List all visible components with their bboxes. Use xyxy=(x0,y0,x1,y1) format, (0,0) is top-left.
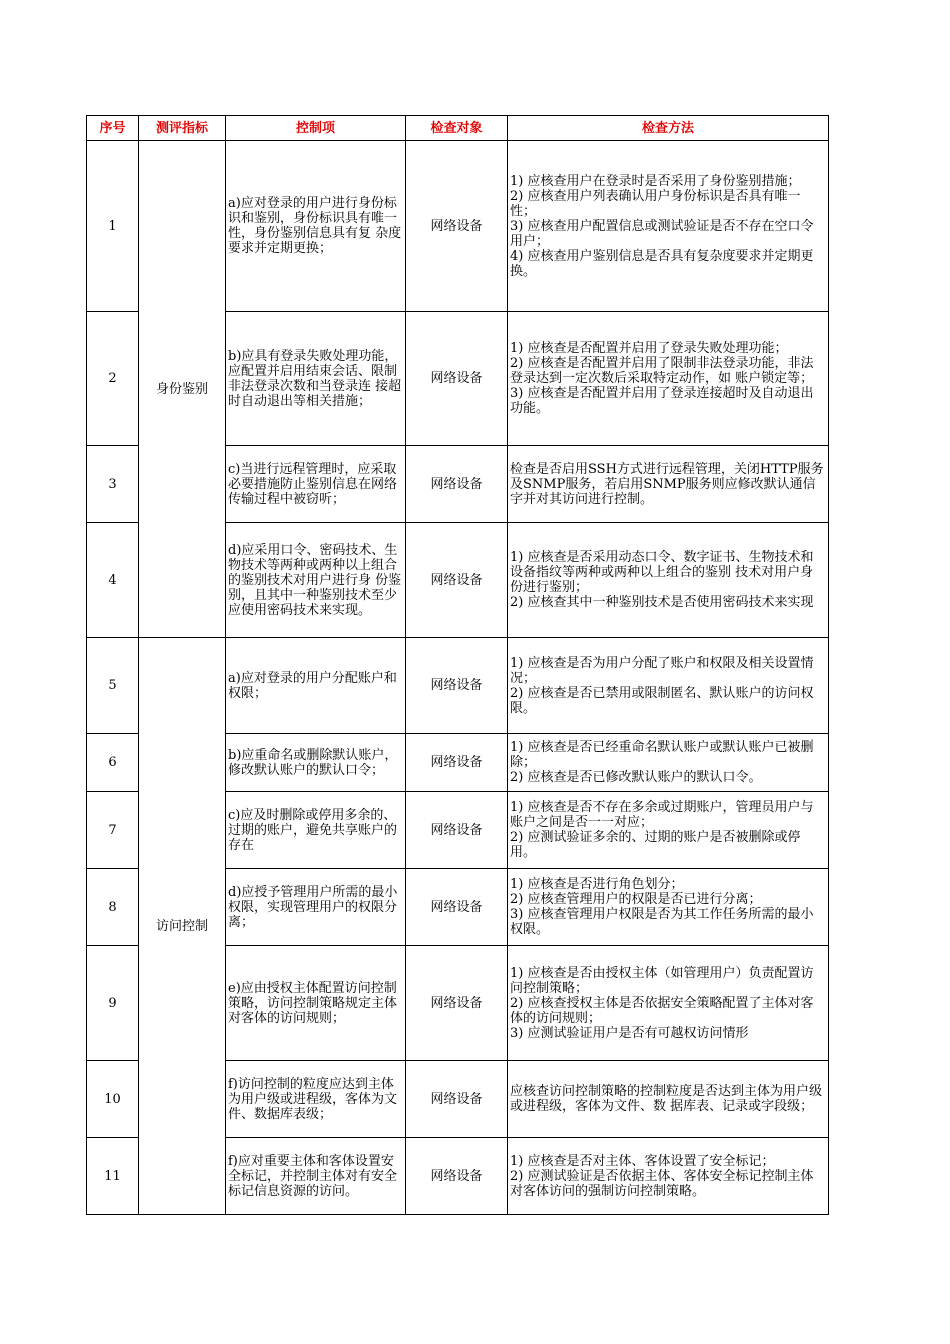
control-item: d)应采用口令、密码技术、生物技术等两种或两种以上组合的鉴别技术对用户进行身 份鉴别，且其中一种鉴别技术至少应使用密码技术来实现。 xyxy=(226,523,406,638)
table-row xyxy=(87,638,829,734)
check-object: 网络设备 xyxy=(406,312,508,446)
header-method: 检查方法 xyxy=(508,116,829,141)
check-object: 网络设备 xyxy=(406,638,508,734)
control-item: c)应及时删除或停用多余的、过期的账户，避免共享账户的存在 xyxy=(226,792,406,869)
evaluation-table xyxy=(86,115,829,1215)
check-method: 1) 应核查是否采用动态口令、数字证书、生物技术和设备指纹等两种或两种以上组合的鉴别 技术对用户身份进行鉴别； 2) 应核查其中一种鉴别技术是否使用密码技术来实现 xyxy=(508,523,829,638)
row-number: 4 xyxy=(87,523,139,638)
check-object: 网络设备 xyxy=(406,1061,508,1138)
check-method: 1) 应核查是否进行角色划分； 2) 应核查管理用户的权限是否已进行分离； 3) 应核查管理用户权限是否为其工作任务所需的最小权限。 xyxy=(508,869,829,946)
check-method: 1) 应核查是否由授权主体（如管理用户）负责配置访问控制策略； 2) 应核查授权主体是否依据安全策略配置了主体对客体的访问规则； 3) 应测试验证用户是否有可越权访问情形 xyxy=(508,946,829,1061)
check-method: 1) 应核查是否为用户分配了账户和权限及相关设置情况； 2) 应核查是否已禁用或限制匿名、默认账户的访问权限。 xyxy=(508,638,829,734)
row-number: 7 xyxy=(87,792,139,869)
row-number: 2 xyxy=(87,312,139,446)
header-serial: 序号 xyxy=(87,116,139,141)
control-item: f)访问控制的粒度应达到主体为用户级或进程级，客体为文件、数据库表级； xyxy=(226,1061,406,1138)
header-object: 检查对象 xyxy=(406,116,508,141)
header-indicator: 测评指标 xyxy=(139,116,226,141)
check-method: 应核查访问控制策略的控制粒度是否达到主体为用户级或进程级，客体为文件、数 据库表、记录或字段级； xyxy=(508,1061,829,1138)
row-number: 1 xyxy=(87,141,139,312)
header-row xyxy=(87,116,829,141)
control-item: b)应具有登录失败处理功能，应配置并启用结束会话、限制非法登录次数和当登录连 接超时自动退出等相关措施； xyxy=(226,312,406,446)
indicator-access-control: 访问控制 xyxy=(139,638,226,1215)
check-object: 网络设备 xyxy=(406,446,508,523)
row-number: 5 xyxy=(87,638,139,734)
check-object: 网络设备 xyxy=(406,869,508,946)
check-method: 1) 应核查是否对主体、客体设置了安全标记； 2) 应测试验证是否依据主体、客体安全标记控制主体对客体访问的强制访问控制策略。 xyxy=(508,1138,829,1215)
check-method: 1) 应核查是否不存在多余或过期账户，管理员用户与账户之间是否一一对应； 2) 应测试验证多余的、过期的账户是否被删除或停用。 xyxy=(508,792,829,869)
row-number: 8 xyxy=(87,869,139,946)
check-object: 网络设备 xyxy=(406,523,508,638)
control-item: d)应授予管理用户所需的最小权限，实现管理用户的权限分离； xyxy=(226,869,406,946)
row-number: 10 xyxy=(87,1061,139,1138)
control-item: a)应对登录的用户分配账户和权限； xyxy=(226,638,406,734)
header-control: 控制项 xyxy=(226,116,406,141)
control-item: b)应重命名或删除默认账户，修改默认账户的默认口令； xyxy=(226,734,406,792)
check-method: 1) 应核查用户在登录时是否采用了身份鉴别措施； 2) 应核查用户列表确认用户身份标识是否具有唯一性； 3) 应核查用户配置信息或测试验证是否不存在空口令用户； 4) 应核查用户鉴别信息是否具有复杂度要求并定期更换。 xyxy=(508,141,829,312)
check-method: 1) 应核查是否配置并启用了登录失败处理功能； 2) 应核查是否配置并启用了限制非法登录功能，非法登录达到一定次数后采取特定动作，如 账户锁定等； 3) 应核查是否配置并启用了登录连接超时及自动退出功能。 xyxy=(508,312,829,446)
row-number: 3 xyxy=(87,446,139,523)
check-object: 网络设备 xyxy=(406,1138,508,1215)
check-method: 1) 应核查是否已经重命名默认账户或默认账户已被删除； 2) 应核查是否已修改默认账户的默认口令。 xyxy=(508,734,829,792)
row-number: 9 xyxy=(87,946,139,1061)
control-item: a)应对登录的用户进行身份标识和鉴别，身份标识具有唯一性，身份鉴别信息具有复 杂度要求并定期更换； xyxy=(226,141,406,312)
check-object: 网络设备 xyxy=(406,792,508,869)
row-number: 6 xyxy=(87,734,139,792)
check-object: 网络设备 xyxy=(406,946,508,1061)
table-row xyxy=(87,141,829,312)
check-object: 网络设备 xyxy=(406,734,508,792)
control-item: f)应对重要主体和客体设置安全标记，并控制主体对有安全标记信息资源的访问。 xyxy=(226,1138,406,1215)
control-item: e)应由授权主体配置访问控制策略，访问控制策略规定主体对客体的访问规则； xyxy=(226,946,406,1061)
check-method: 检查是否启用SSH方式进行远程管理，关闭HTTP服务及SNMP服务，若启用SNMP服务则应修改默认通信字并对其访问进行控制。 xyxy=(508,446,829,523)
check-object: 网络设备 xyxy=(406,141,508,312)
control-item: c)当进行远程管理时，应采取必要措施防止鉴别信息在网络传输过程中被窃听； xyxy=(226,446,406,523)
row-number: 11 xyxy=(87,1138,139,1215)
indicator-identity-auth: 身份鉴别 xyxy=(139,141,226,638)
